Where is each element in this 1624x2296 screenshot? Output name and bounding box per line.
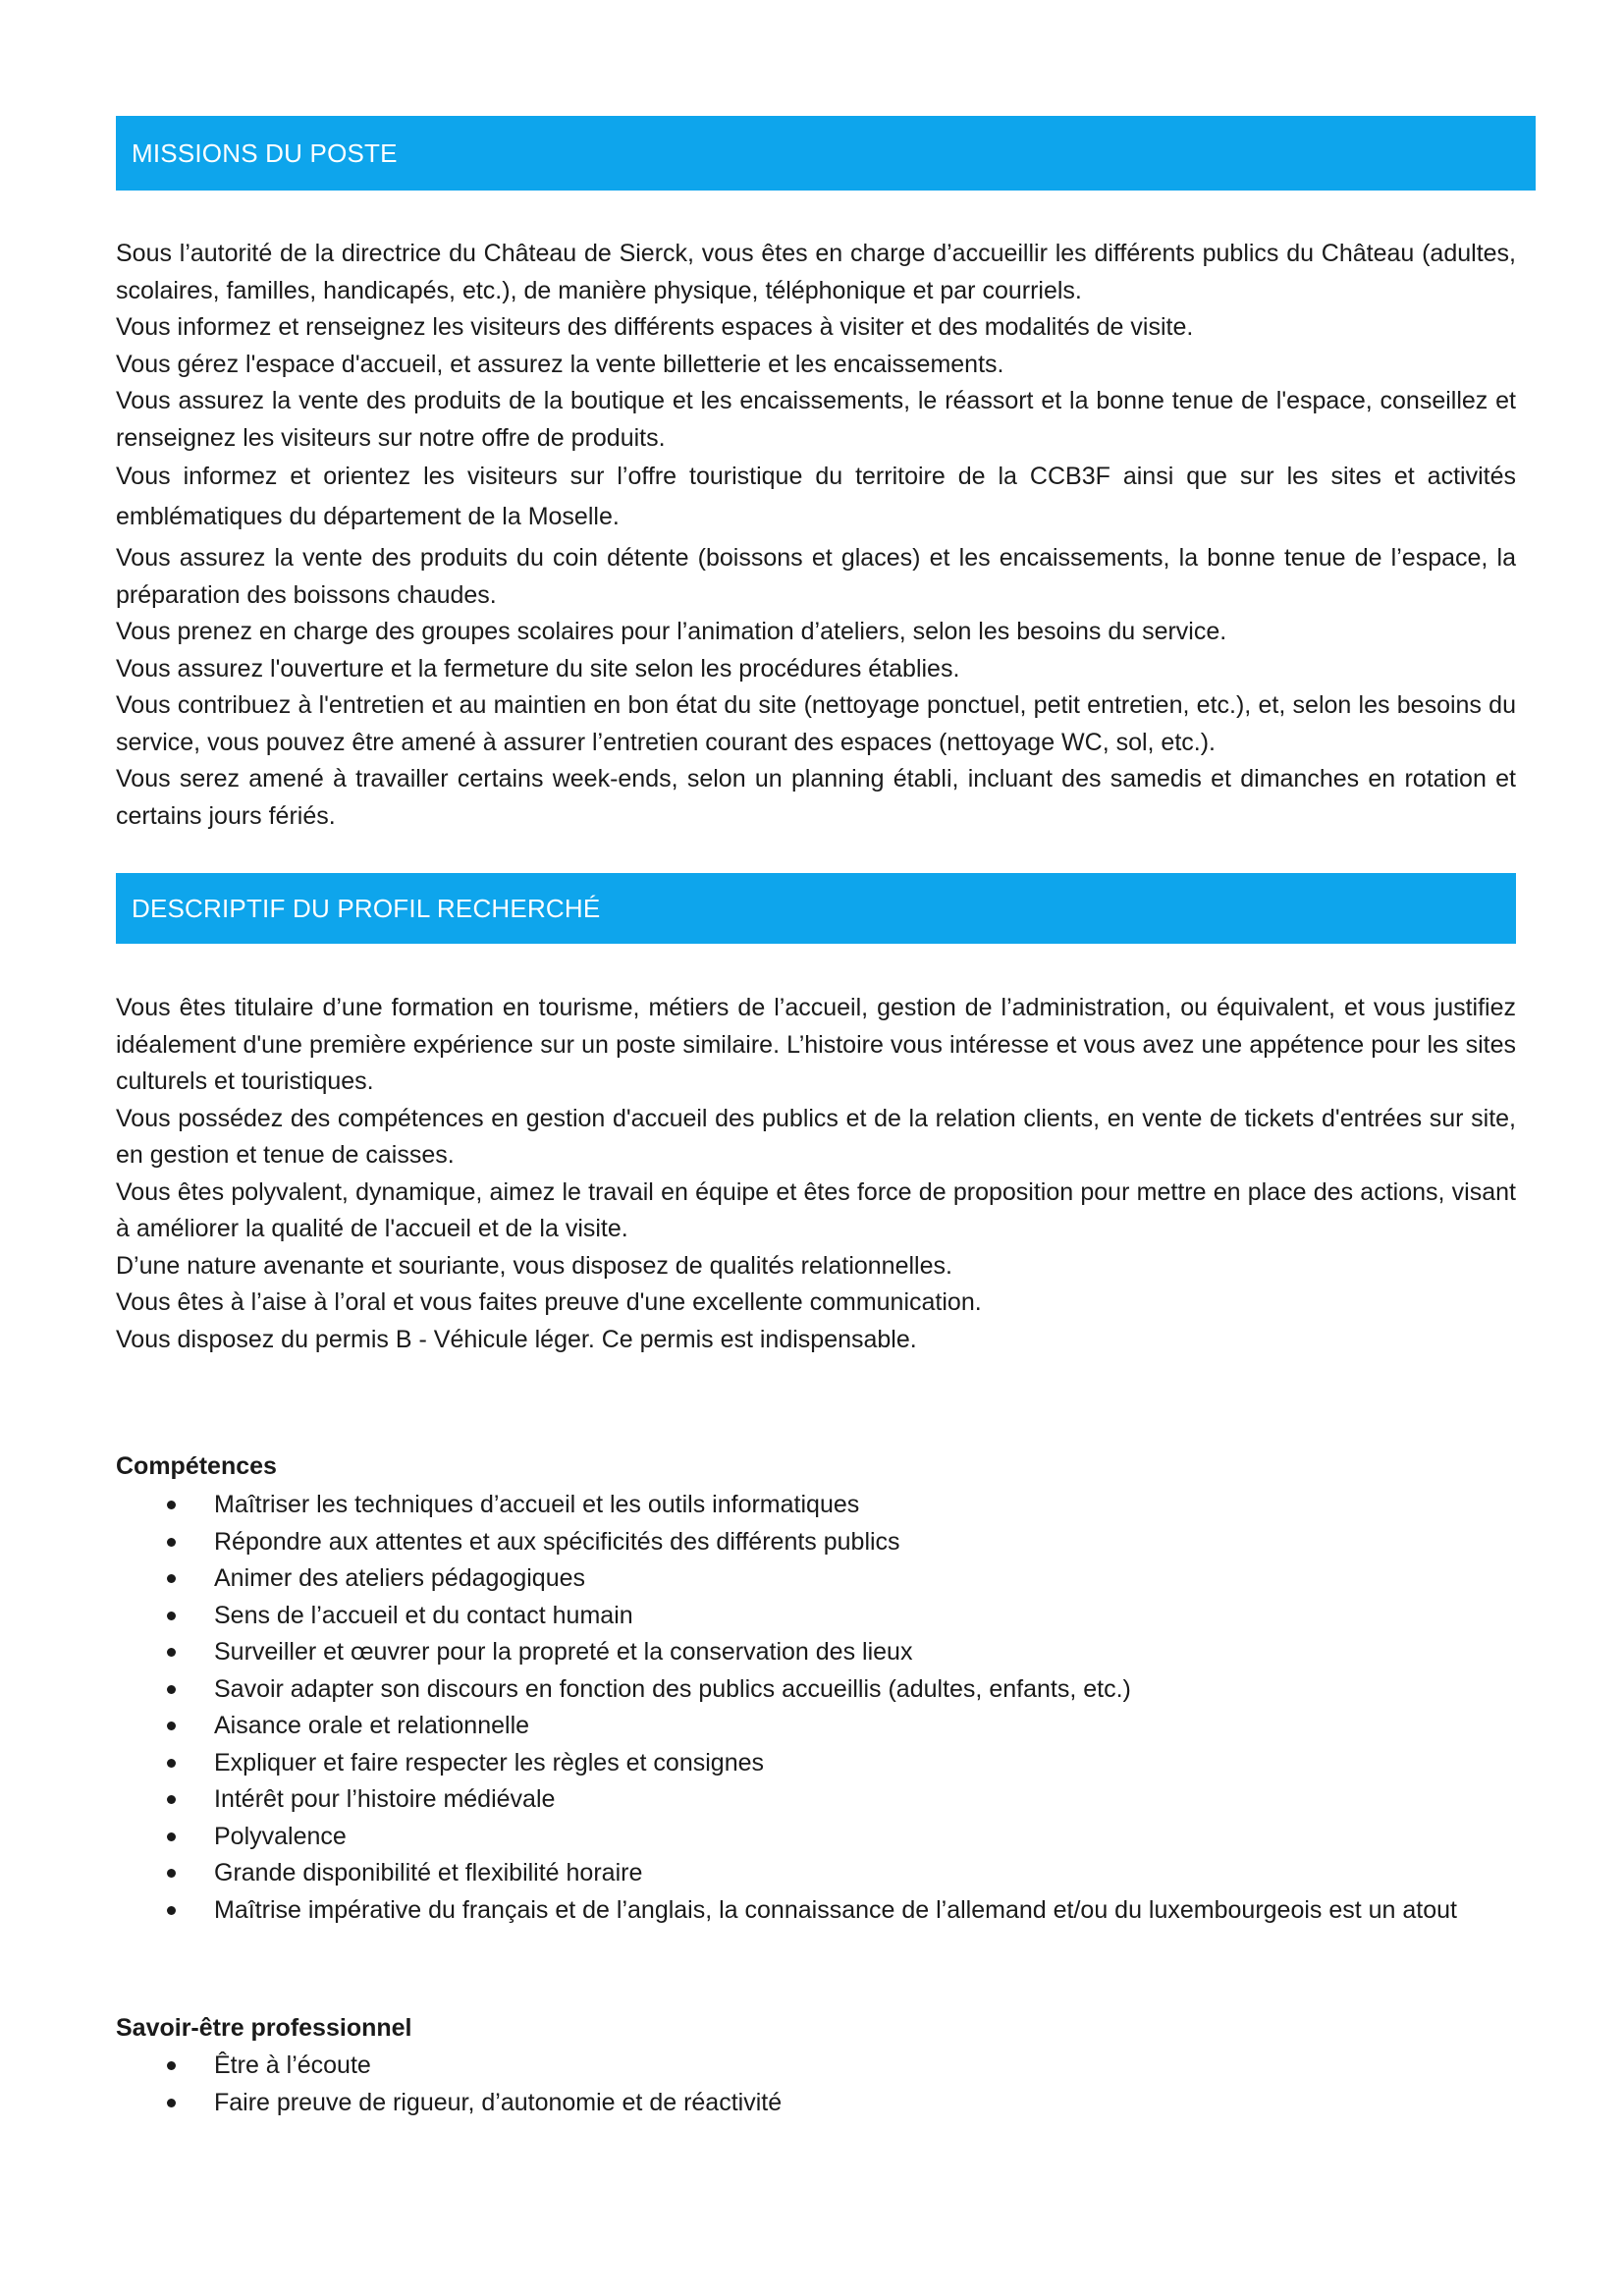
profil-body [116,990,1516,1358]
list-item-text: Intérêt pour l’histoire médiévale [214,1785,556,1813]
bullet-icon [167,1759,176,1768]
missions-paragraph: Vous gérez l'espace d'accueil, et assurez la vente billetterie et les encaissements. [116,350,1004,378]
list-item-text: Grande disponibilité et flexibilité horaire [214,1859,643,1886]
bullet-icon [167,1648,176,1657]
missions-paragraph: Vous assurez la vente des produits de la boutique et les encaissements, le réassort et la bonne tenue de l'espace, conseillez et renseignez les visiteurs sur notre offre de produits. [116,387,1516,452]
list-item [116,1819,1520,1856]
bullet-icon [167,1795,176,1804]
list-item-text: Expliquer et faire respecter les règles et consignes [214,1748,765,1777]
bullet-icon [167,1501,176,1509]
profil-section-header [116,873,1516,944]
bullet-icon [167,1538,176,1547]
bullet-icon [167,1832,176,1841]
list-item [116,1634,1520,1671]
missions-paragraph: Sous l’autorité de la directrice du Château de Sierck, vous êtes en charge d’accueillir les différents publics du Château (adultes, scolaires, familles, handicapés, etc.), de manière physique, téléphonique et par courriels. [116,240,1516,304]
list-item [116,2048,1520,2085]
bullet-icon [167,2099,176,2107]
missions-paragraph: Vous assurez la vente des produits du coin détente (boissons et glaces) et les encaissements, la bonne tenue de l’espace, la préparation des boissons chaudes. [116,544,1516,609]
missions-paragraph: Vous informez et orientez les visiteurs sur l’offre touristique du territoire de la CCB3F ainsi que sur les sites et activités emblématiques du département de la Moselle. [116,463,1516,530]
bullet-icon [167,1869,176,1878]
bullet-icon [167,1612,176,1620]
list-item-text: Maîtriser les techniques d’accueil et les outils informatiques [214,1491,860,1518]
list-item [116,1745,1520,1782]
list-item [116,1671,1520,1709]
list-item-text: Polyvalence [214,1822,347,1850]
profil-paragraph: Vous disposez du permis B - Véhicule léger. Ce permis est indispensable. [116,1325,917,1353]
missions-body [116,236,1516,835]
competences-heading: Compétences [116,1452,277,1480]
bullet-icon [167,1685,176,1694]
list-item [116,2085,1520,2122]
missions-paragraph: Vous prenez en charge des groupes scolaires pour l’animation d’ateliers, selon les besoins du service. [116,618,1227,645]
list-item-text: Animer des ateliers pédagogiques [214,1564,586,1592]
missions-paragraph: Vous serez amené à travailler certains week-ends, selon un planning établi, incluant des samedis et dimanches en rotation et certains jours fériés. [116,765,1516,830]
list-item-text: Savoir adapter son discours en fonction des publics accueillis (adultes, enfants, etc.) [214,1674,1131,1703]
profil-paragraph: Vous êtes titulaire d’une formation en tourisme, métiers de l’accueil, gestion de l’administration, ou équivalent, et vous justifiez idéalement d'une première expérience sur un poste similaire. L’histoire vous intéresse et vous avez une appétence pour les sites culturels et touristiques. [116,994,1516,1095]
list-item-text: Aisance orale et relationnelle [214,1712,530,1739]
savoir-etre-list [116,2048,1520,2121]
list-item [116,1487,1520,1524]
list-item-text: Maîtrise impérative du français et de l’anglais, la connaissance de l’allemand et/ou du luxembourgeois est un atout [214,1895,1458,1924]
list-item [116,1708,1520,1745]
competences-list [116,1487,1520,1929]
missions-title: MISSIONS DU POSTE [132,137,398,168]
bullet-icon [167,2061,176,2070]
profil-paragraph: Vous possédez des compétences en gestion d'accueil des publics et de la relation clients, en vente de tickets d'entrées sur site, en gestion et tenue de caisses. [116,1104,1516,1169]
profil-title: DESCRIPTIF DU PROFIL RECHERCHÉ [132,893,601,923]
list-item-text: Répondre aux attentes et aux spécificités des différents publics [214,1527,900,1556]
list-item-text: Surveiller et œuvrer pour la propreté et la conservation des lieux [214,1638,913,1666]
list-item [116,1598,1520,1635]
list-item [116,1892,1520,1930]
list-item [116,1781,1520,1819]
savoir-etre-heading: Savoir-être professionnel [116,2014,412,2042]
profil-paragraph: Vous êtes à l’aise à l’oral et vous faites preuve d'une excellente communication. [116,1288,982,1316]
bullet-icon [167,1574,176,1583]
missions-section-header [116,116,1536,191]
profil-paragraph: D’une nature avenante et souriante, vous disposez de qualités relationnelles. [116,1251,952,1280]
bullet-icon [167,1722,176,1730]
profil-paragraph: Vous êtes polyvalent, dynamique, aimez le travail en équipe et êtes force de proposition pour mettre en place des actions, visant à améliorer la qualité de l'accueil et de la visite. [116,1177,1516,1242]
list-item-text: Être à l’écoute [214,2051,371,2079]
missions-paragraph: Vous assurez l'ouverture et la fermeture du site selon les procédures établies. [116,654,960,683]
missions-paragraph: Vous contribuez à l'entretien et au maintien en bon état du site (nettoyage ponctuel, petit entretien, etc.), et, selon les besoins du service, vous pouvez être amené à assurer l’entretien courant des espaces (nettoyage WC, sol, etc.). [116,691,1516,756]
bullet-icon [167,1906,176,1915]
list-item [116,1855,1520,1892]
list-item [116,1560,1520,1598]
list-item-text: Faire preuve de rigueur, d’autonomie et de réactivité [214,2088,783,2116]
missions-paragraph: Vous informez et renseignez les visiteurs des différents espaces à visiter et des modalités de visite. [116,313,1194,341]
list-item [116,1524,1520,1561]
list-item-text: Sens de l’accueil et du contact humain [214,1601,633,1629]
